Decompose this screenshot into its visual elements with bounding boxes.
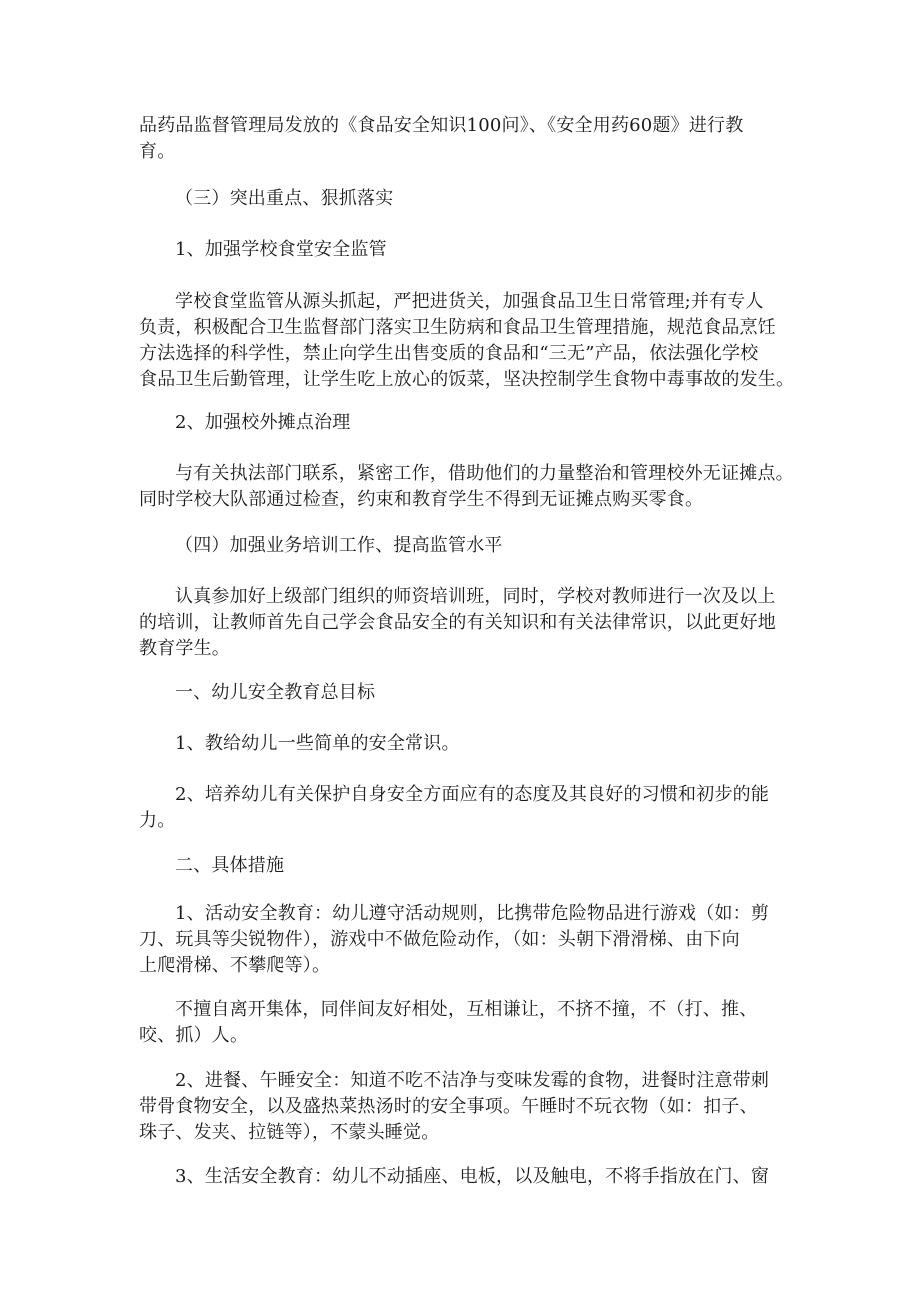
text-line: 与有关执法部门联系，紧密工作，借助他们的力量整治和管理校外无证摊点。	[175, 463, 794, 484]
text-line: 上爬滑梯、不攀爬等）。	[139, 955, 331, 976]
list-item	[139, 782, 789, 834]
text-line: 同时学校大队部通过检查，约束和教育学生不得到无证摊点购买零食。	[139, 489, 704, 510]
body-paragraph	[139, 1164, 789, 1190]
text-line: 不擅自离开集体，同伴间友好相处，互相谦让，不挤不撞，不（打、推、	[175, 999, 758, 1020]
heading-text: 1、加强学校食堂安全监管	[175, 239, 387, 260]
text-line: 育。	[139, 141, 176, 162]
heading-text: 一、幼儿安全教育总目标	[175, 682, 376, 703]
text-line: 食品卫生后勤管理，让学生吃上放心的饭菜，坚决控制学生食物中毒事故的发生。	[139, 369, 795, 390]
text-line: 2、进餐、午睡安全：知道不吃不洁净与变味发霉的食物，进餐时注意带刺	[175, 1070, 770, 1091]
text-line: 方法选择的科学性，禁止向学生出售变质的食品和“三无”产品，依法强化学校	[139, 343, 759, 364]
text-line: 认真参加好上级部门组织的师资培训班，同时，学校对教师进行一次及以上	[175, 586, 776, 607]
text-line: 3、生活安全教育：幼儿不动插座、电板，以及触电，不将手指放在门、窗	[175, 1166, 770, 1187]
section-heading	[139, 186, 789, 212]
body-paragraph	[139, 289, 795, 393]
text-line: 刀、玩具等尖锐物件），游戏中不做危险动作，（如：头朝下滑滑梯、由下向	[139, 929, 740, 950]
body-paragraph	[139, 461, 794, 513]
subsection-heading	[139, 237, 789, 263]
text-line: 1、教给幼儿一些简单的安全常识。	[175, 733, 460, 754]
text-line: 负责，积极配合卫生监督部门落实卫生防病和食品卫生管理措施，规范食品烹饪	[139, 317, 776, 338]
text-line: 2、培养幼儿有关保护自身安全方面应有的态度及其良好的习惯和初步的能	[175, 784, 770, 805]
section-heading	[139, 680, 789, 706]
body-paragraph	[139, 997, 789, 1049]
text-line: 学校食堂监管从源头抓起，严把进货关，加强食品卫生日常管理;并有专人	[175, 291, 764, 312]
body-paragraph	[139, 1068, 789, 1146]
text-line: 品药品监督管理局发放的《食品安全知识100问》、《安全用药60题》进行教	[139, 115, 744, 136]
text-line: 1、活动安全教育：幼儿遵守活动规则，比携带危险物品进行游戏（如：剪	[175, 903, 770, 924]
section-heading	[139, 533, 789, 559]
list-item	[139, 731, 789, 757]
text-line: 咬、抓）人。	[139, 1025, 249, 1046]
heading-text: 2、加强校外摊点治理	[175, 412, 351, 433]
text-line: 带骨食物安全，以及盛热菜热汤时的安全事项。午睡时不玩衣物（如：扣子、	[139, 1096, 758, 1117]
subsection-heading	[139, 410, 789, 436]
paragraph-continued	[139, 113, 789, 165]
body-paragraph	[139, 901, 789, 979]
text-line: 教育学生。	[139, 638, 230, 659]
body-paragraph	[139, 584, 789, 662]
section-heading	[139, 853, 789, 879]
text-line: 的培训，让教师首先自己学会食品安全的有关知识和有关法律常识，以此更好地	[139, 612, 776, 633]
text-line: 力。	[139, 810, 176, 831]
heading-text: （四）加强业务培训工作、提高监管水平	[175, 535, 503, 556]
heading-text: （三）突出重点、狠抓落实	[175, 188, 394, 209]
heading-text: 二、具体措施	[175, 855, 285, 876]
text-line: 珠子、发夹、拉链等），不蒙头睡觉。	[139, 1122, 440, 1143]
